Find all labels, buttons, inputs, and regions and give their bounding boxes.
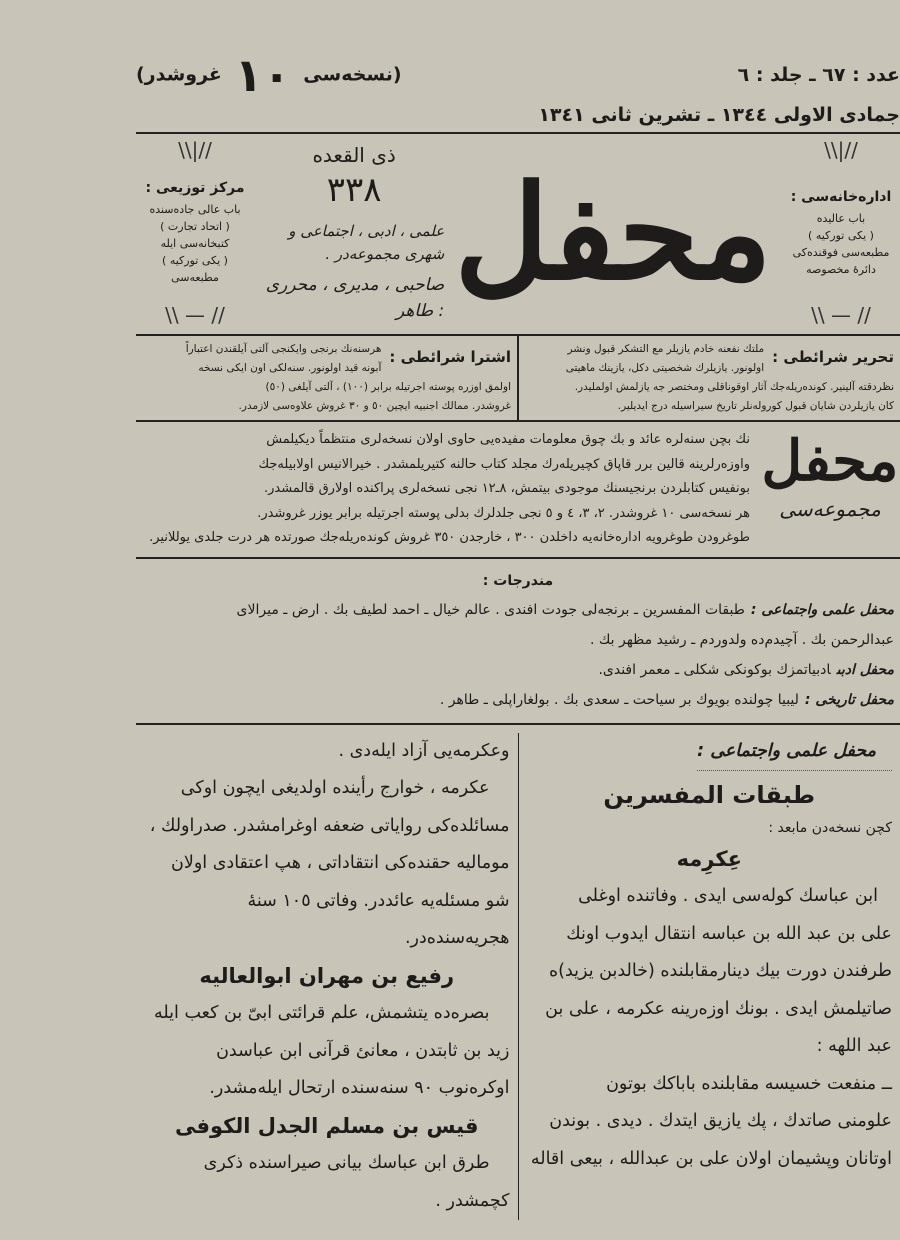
article-line: شو مسئله‌يه عائددر. وفاتى ١٠٥ سنهٔ هجريه‌سنده‌در. <box>144 883 510 958</box>
terms-line: اولونور. يازيلرك شخصيتى دكل، يازينك ماهيتى <box>525 359 894 378</box>
distribution-line: كتبخانه‌سى ايله <box>136 235 254 252</box>
hijri-year: ٣٣٨ <box>264 168 444 212</box>
ornament-icon: \\|// <box>136 142 254 159</box>
hijri-date <box>264 142 444 212</box>
contents-row <box>142 685 894 715</box>
article-line: صاتيلمش ايدى . بونك اوزه‌رينه عكرمه ، على بن <box>527 991 893 1029</box>
continued-note: كچن نسخه‌دن مابعد : <box>527 815 893 841</box>
distribution-line: ( يكى تورکيه ) <box>136 252 254 269</box>
newspaper-page <box>136 0 900 1240</box>
masthead-title: محفل <box>454 158 772 308</box>
masthead <box>136 134 900 334</box>
article-line: عبد اللهه : <box>527 1028 893 1066</box>
subscription-terms-heading: اشترا شرائطى : <box>389 346 511 368</box>
ad-line: هر نسخه‌سى ١٠ غروشدر. ٢، ٣، ٤ و ٥ نجى جلدلرك بدلى پوسته اجرتيله برابر يوزر غروشدر. <box>136 502 750 527</box>
article-line: وعكرمه‌يى آزاد ايله‌دى . <box>144 733 510 771</box>
contents-row <box>142 595 894 625</box>
distribution-line: مطبعه‌سى <box>136 269 254 286</box>
ad-logo-title: محفل <box>760 428 900 495</box>
article-title: طبقات المفسرين <box>527 777 893 815</box>
office-line: دائرهٔ مخصوصه <box>782 261 900 278</box>
ornament-icon: \\ — // <box>782 307 900 324</box>
office-box <box>782 142 900 324</box>
office-line: باب عاليده <box>782 210 900 227</box>
issue-header <box>136 52 900 132</box>
article-line: اوكره‌نوب ٩٠ سنه‌سنده ارتحال ايله‌مشدر. <box>144 1070 510 1108</box>
contents-text: ليبيا چولنده بويوك بر سياحت ـ سعدى بك . بولغاراپلى ـ طاهر . <box>440 692 799 708</box>
article-subtitle: عِكرِمه <box>527 841 893 879</box>
terms-line: آبونه قيد اولونور. سنه‌لكى اون ايكى نسخه <box>142 359 511 378</box>
contents-text: ادبياتمزك بوكونكى شكلى ـ معمر افندى. <box>598 662 830 678</box>
office-line: ( يكى تورکيه ) <box>782 227 900 244</box>
terms-line: نظردقته آلينير. كونده‌ريله‌جك آثار اوقوناقلى ومختصر جه يازلمش اولمليدر. <box>525 378 894 397</box>
article-line: طرفندن دورت بيك دينارمقابلنده (خالدبن يزيد)ه <box>527 953 893 991</box>
contents-section: محفل تاريخى : <box>805 692 894 708</box>
article-right-column <box>519 733 900 1221</box>
article-columns <box>136 725 900 1221</box>
article-line: كچمشدر . <box>144 1183 510 1221</box>
article-line: عكرمه ، خوارج رأينده اولديغى ايچون اوكى <box>144 770 510 808</box>
distribution-line: باب عالى جاده‌سنده <box>136 201 254 218</box>
article-line: زيد بن ثابتدن ، معانئ قرآنى ابن عباسدن <box>144 1033 510 1071</box>
article-line: اوتانان وپشيمان اولان على بن عبدالله ، بيعى اقاله <box>527 1141 893 1179</box>
masthead-info <box>264 142 444 324</box>
office-heading: اداره‌خانه‌سى : <box>782 189 900 206</box>
ad-line: طوغرودن طوغرويه اداره‌خانه‌يه داخلدن ٣٠٠ ، خارجدن ٣٥٠ غروش كونده‌ريله‌جك صورتده هر درت جلدى يوللانير. <box>136 526 750 551</box>
editorial-terms <box>519 336 900 420</box>
hijri-month: ذى القعده <box>264 142 444 168</box>
issue-number: عدد : ٦٧ ـ جلد : ٦ <box>738 64 900 86</box>
price-prefix: (نسخه‌سى <box>303 64 401 86</box>
contents-section: محفل علمى واجتماعى : <box>751 602 894 618</box>
issue-date: جمادى الاولى ١٣٤٤ ـ تشرين ثانى ١٣٤١ <box>538 104 900 126</box>
contents-section: محفل ادبى <box>837 662 894 678</box>
article-line: بصره‌ده يتشمش، علم قرائتى ابىّ بن كعب ايله <box>144 995 510 1033</box>
bound-volumes-notice <box>136 422 900 557</box>
ad-line: بونفيس كتابلردن برنجيسنك موجودى بيتمش، ٨ـ١٢ نجى نسخه‌لرى پراكنده اولارق قالمشدر. <box>136 477 750 502</box>
ad-logo-subtitle: مجموعه‌سى <box>760 495 900 523</box>
contents-row <box>142 655 894 685</box>
price <box>136 52 402 98</box>
ornament-icon: \\ — // <box>136 307 254 324</box>
terms-line: غروشدر. ممالك اجنبيه ايچين ٥٠ و ٣٠ غروش علاوه‌سى لازمدر. <box>142 397 511 416</box>
distribution-heading: مركز توزيعى : <box>136 180 254 197</box>
terms-line: اولمق اوزره پوسته اجرتيله برابر (١٠٠) ، آلتى آيلغى (٥٠) <box>142 378 511 397</box>
terms-line: كان يازيلردن شايان قبول كوروله‌نلر تاريخ سيراسيله درج ايديلير. <box>525 397 894 416</box>
ad-logo <box>760 428 900 523</box>
ad-line: نك بچن سنه‌لره عائد و بك چوق معلومات مفيده‌يى حاوى اولان نسخه‌لرى منتظماً ديكيلمش <box>136 428 750 453</box>
article-line: ابن عباسك كوله‌سى ايدى . وفاتنده اوغلى <box>527 878 893 916</box>
article-line: موماليه حقنده‌كى انتقاداتى ، هپ اعتقادى اولان <box>144 845 510 883</box>
terms-line: هرسنه‌نك برنجى وايكنجى آلتى آيلقندن اعتباراً <box>142 340 511 359</box>
tagline: علمى ، ادبى ، اجتماعى و شهرى مجموعه‌در . <box>264 220 444 265</box>
biography-heading: رفيع بن مهران ابوالعاليه <box>144 958 510 996</box>
distribution-box <box>136 142 254 324</box>
editorial-terms-heading: تحرير شرائطى : <box>772 346 894 368</box>
terms-section <box>136 336 900 420</box>
article-line: علومنى صاتدك ، پك يازيق ايتدك . ديدى . بوندن <box>527 1103 893 1141</box>
ad-line: واوزه‌رلرينه قالين برر قاپاق كچيريله‌رك مجلد كتاب حالنه كتيريلمشدر . خيرالانيس اولابيله‌جك <box>136 453 750 478</box>
table-of-contents <box>136 559 900 723</box>
article-line: مسائلده‌كى رواياتى ضعفه اوغرامشدر. صدراولك ، <box>144 808 510 846</box>
office-line: مطبعه‌سى فوقنده‌كى <box>782 244 900 261</box>
section-heading: محفل علمى واجتماعى : <box>697 733 892 772</box>
terms-line: ملتك نفعنه خادم يازيلر مع التشكر قبول ونشر <box>525 340 894 359</box>
price-suffix: غروشدر) <box>136 64 222 86</box>
contents-text: طبقات المفسرين ـ برنجه‌لى جودت افندى . عالم خيال ـ احمد لطيف بك . ارض ـ ميرالاى <box>237 602 745 618</box>
article-line: على بن عبد الله بن عباسه انتقال ايدوب اونك <box>527 916 893 954</box>
distribution-line: ( اتحاد تجارت ) <box>136 218 254 235</box>
ornament-icon: \\|// <box>782 142 900 159</box>
article-line: طرق ابن عباسك بيانى صيراسنده ذكرى <box>144 1145 510 1183</box>
article-left-column <box>136 733 519 1221</box>
contents-title: مندرجات : <box>142 573 894 589</box>
editor-line: صاحبى ، مديرى ، محررى : طاهر <box>264 273 444 324</box>
contents-text: عبدالرحمن بك . آچيدم‌ده ولدوردم ـ رشيد مظهر بك . <box>590 632 894 648</box>
price-number: ١٠ <box>235 48 291 102</box>
contents-row <box>142 625 894 655</box>
biography-heading: قيس بن مسلم الجدل الكوفى <box>144 1108 510 1146</box>
subscription-terms <box>136 336 519 420</box>
article-line: ــ منفعت خسيسه مقابلنده باباكك بوتون <box>527 1066 893 1104</box>
